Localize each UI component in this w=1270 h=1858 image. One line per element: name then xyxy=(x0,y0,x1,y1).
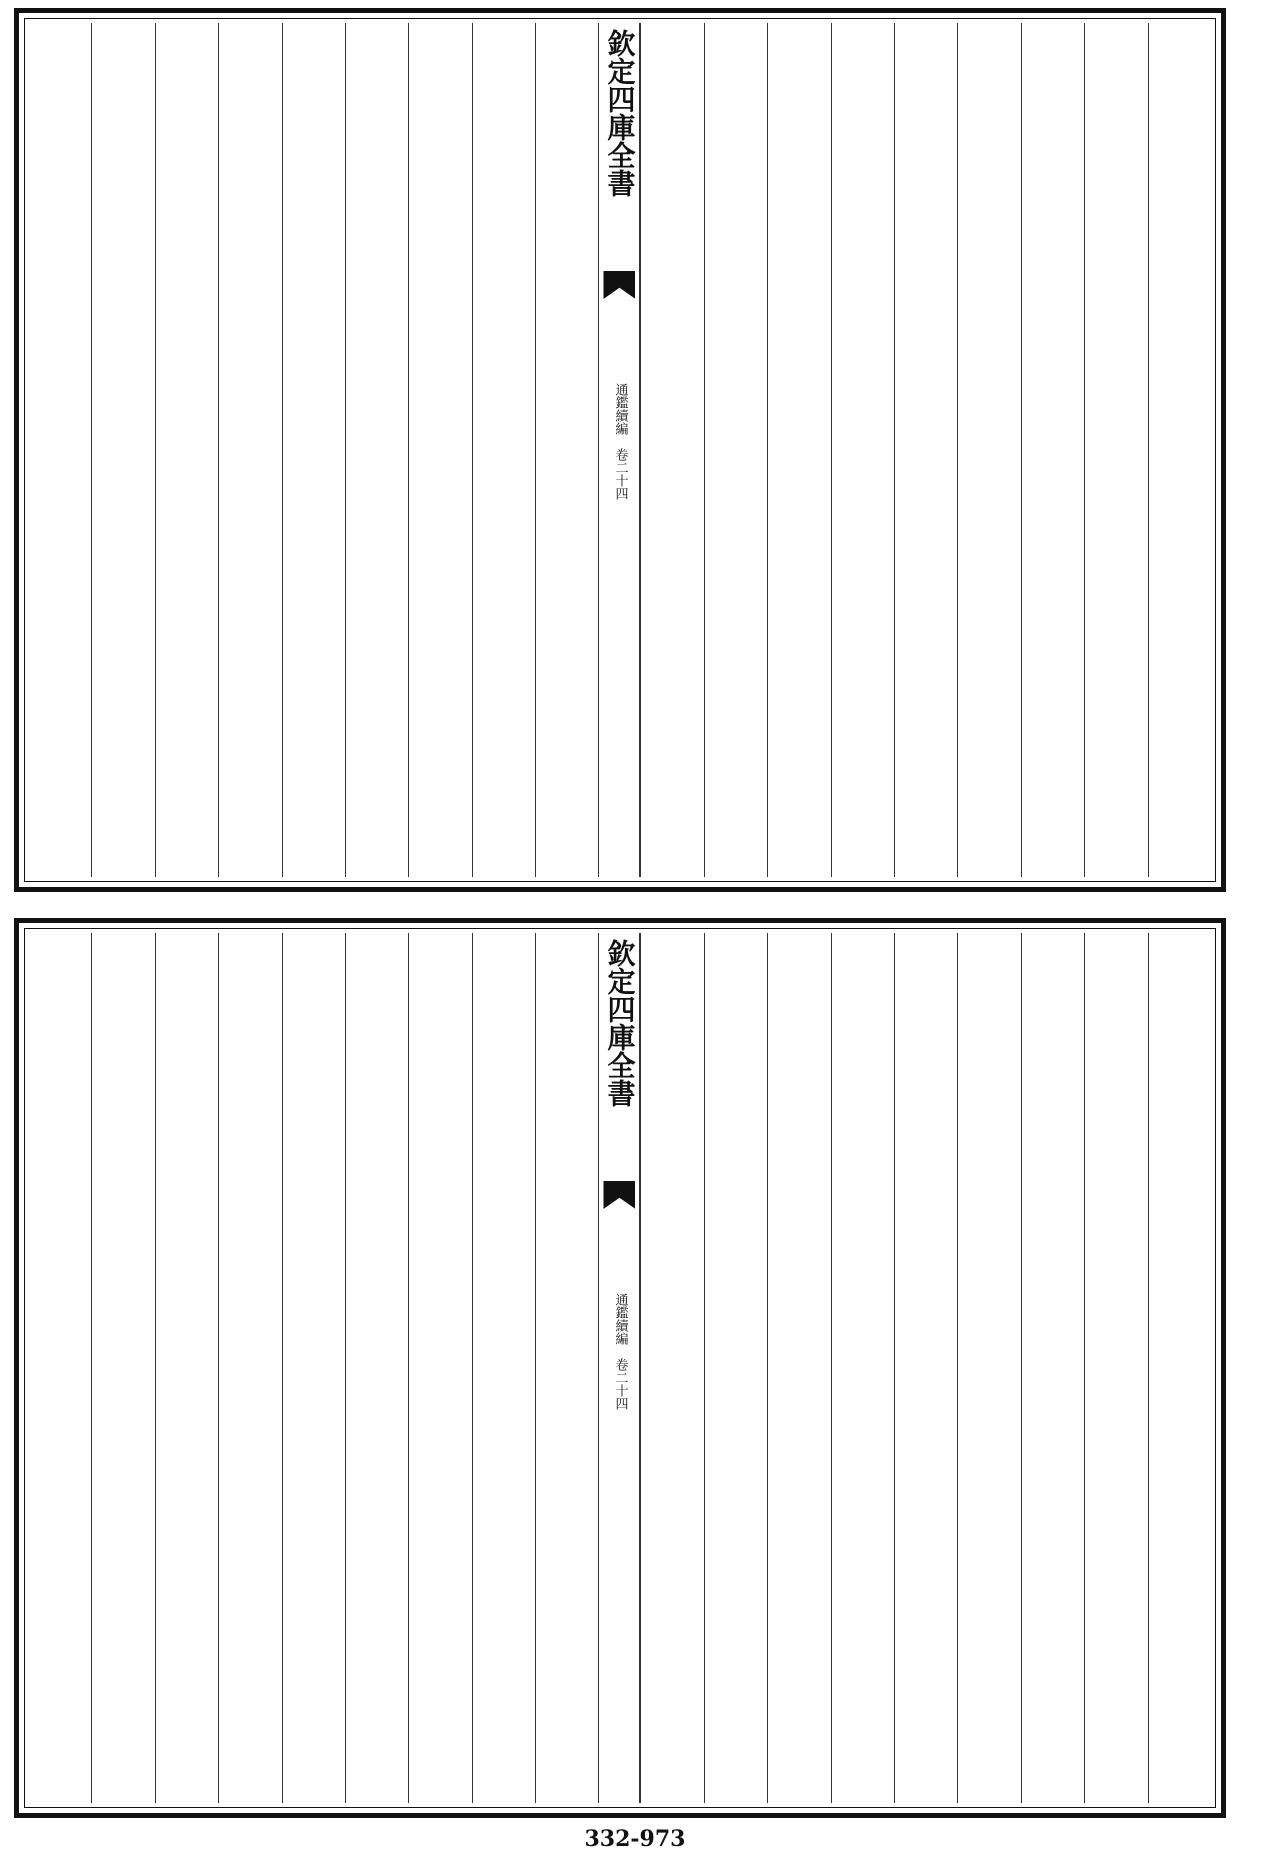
center-subtitle: 通鑑續編 卷二十四 xyxy=(612,383,628,500)
center-column-bottom xyxy=(598,933,640,1803)
text-columns-top xyxy=(29,23,1211,877)
page-panel-top xyxy=(14,8,1226,892)
fish-tail-mark xyxy=(603,271,635,299)
center-column-top xyxy=(598,23,640,877)
center-title: 欽定四庫全書 xyxy=(603,939,637,1107)
page-number: 332-973 xyxy=(584,1826,686,1852)
fish-tail-mark xyxy=(603,1181,635,1209)
center-title: 欽定四庫全書 xyxy=(603,29,637,197)
text-columns-bottom xyxy=(29,933,1211,1803)
center-subtitle: 通鑑續編 卷二十四 xyxy=(612,1293,628,1410)
page-panel-bottom xyxy=(14,918,1226,1818)
